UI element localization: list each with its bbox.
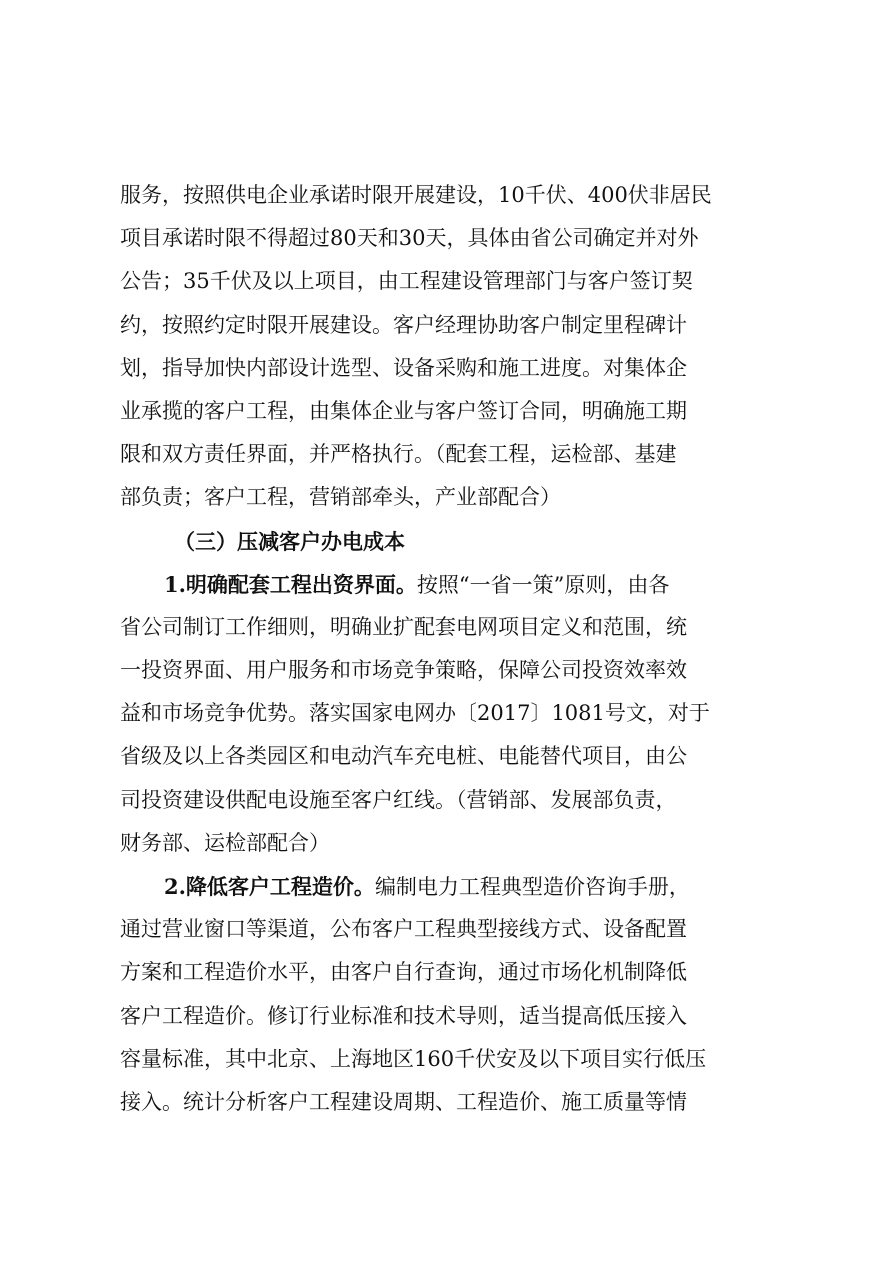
section-heading: （三）压减客户办电成本 — [174, 528, 405, 554]
item-title: 1.明确配套工程出资界面。 — [164, 571, 417, 597]
text-line: 方案和工程造价水平，由客户自行查询，通过市场化机制降低 — [120, 960, 687, 985]
paragraph-item-1 — [120, 563, 774, 865]
text-line: 部负责；客户工程，营销部牵头，产业部配合） — [120, 485, 561, 510]
text-line: 服务，按照供电企业承诺时限开展建设，10千伏、400伏非居民 — [120, 183, 712, 207]
item-title: 2.降低客户工程造价。 — [164, 874, 375, 899]
text-line: 约，按照约定时限开展建设。客户经理协助客户制定里程碑计 — [120, 312, 687, 337]
text-line: 限和双方责任界面，并严格执行。（配套工程，运检部、基建 — [120, 442, 677, 467]
text-line: 接入。统计分析客户工程建设周期、工程造价、施工质量等情 — [120, 1089, 687, 1114]
item-first-line — [120, 865, 774, 908]
text-line: 容量标准，其中北京、上海地区160千伏安及以下项目实行低压 — [120, 1046, 707, 1071]
item-text: 编制电力工程典型造价咨询手册， — [374, 875, 690, 899]
item-first-line — [120, 563, 774, 606]
text-line: 一投资界面、用户服务和市场竞争策略，保障公司投资效率效 — [120, 658, 687, 683]
text-line: 业承揽的客户工程，由集体企业与客户签订合同，明确施工期 — [120, 398, 687, 423]
text-line: 划，指导加快内部设计选型、设备采购和施工进度。对集体企 — [120, 355, 687, 380]
text-line: 省级及以上各类园区和电动汽车充电桩、电能替代项目，由公 — [120, 744, 687, 769]
text-line: 省公司制订工作细则，明确业扩配套电网项目定义和范围，统 — [120, 614, 687, 639]
text-line: 财务部、运检部配合） — [120, 830, 330, 855]
text-line: 益和市场竞争优势。落实国家电网办〔2017〕1081号文，对于 — [120, 701, 710, 726]
text-line: 司投资建设供配电设施至客户红线。（营销部、发展部负责， — [120, 787, 677, 812]
text-line: 通过营业窗口等渠道，公布客户工程典型接线方式、设备配置 — [120, 917, 687, 942]
item-text: 按照“一省一策”原则，由各 — [416, 572, 670, 597]
text-line: 项目承诺时限不得超过80天和30天，具体由省公司确定并对外 — [120, 226, 699, 251]
text-line: 客户工程造价。修订行业标准和技术导则，适当提高低压接入 — [120, 1003, 687, 1028]
text-line: 公告；35千伏及以上项目，由工程建设管理部门与客户签订契 — [120, 269, 693, 294]
paragraph-item-2 — [120, 865, 774, 1124]
document-body — [120, 174, 774, 1124]
paragraph-construction-time-limits — [120, 174, 774, 520]
